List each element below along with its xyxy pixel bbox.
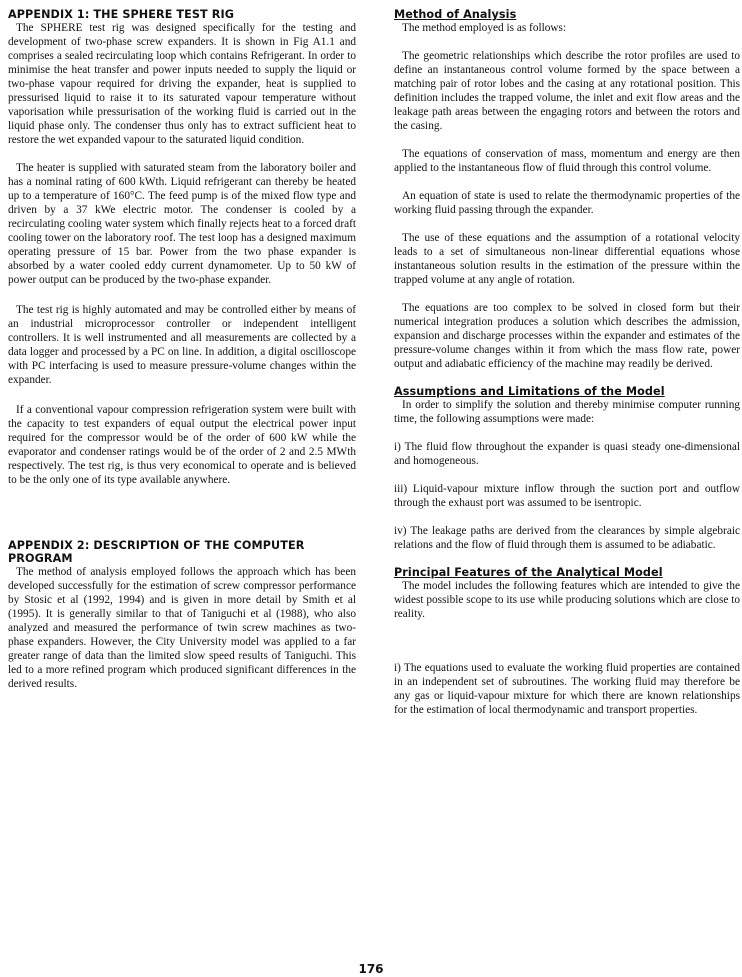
method-paragraph-1: The geometric relationships which describe the rotor profiles are used to define an instantaneous control volume formed by the space between a matching pair of rotor lobes and the casing at any rotational position. This definition includes the trapped volume, the inlet and exit flow areas and the leakage path areas between the engaging rotors and between the rotors and the casing.: [394, 50, 740, 132]
assumption-item-iii: iii) Liquid-vapour mixture inflow through the suction port and outflow through the exhaust port was assumed to be isentropic.: [394, 483, 740, 509]
right-column: [394, 8, 740, 717]
assumptions-heading: Assumptions and Limitations of the Model: [394, 385, 665, 398]
method-paragraph-4: The use of these equations and the assumption of a rotational velocity leads to a set of simultaneous non-linear differential equations whose instantaneous solution results in the estimation of the pressure within the trapped volume at any angle of rotation.: [394, 232, 740, 286]
appendix1-paragraph-2: The heater is supplied with saturated steam from the laboratory boiler and has a nominal rating of 600 kWth. Liquid refrigerant can thereby be heated up to a temperature of 160°C. The feed pump is of the mixed flow type and driven by a 37 kWe electric motor. The condenser is cooled by a recirculating cooling water system which finally rejects heat to a forced draft cooling tower on the laboratory roof. The test loop has a designed maximum operating pressure of 15 bar. Power from the two phase expander is absorbed by a water cooled eddy current dynamometer. Up to 50 kW of power output can be produced by the two-phase expander.: [8, 162, 356, 286]
method-paragraph-2: The equations of conservation of mass, momentum and energy are then applied to the instantaneous flow of fluid through this control volume.: [394, 148, 740, 174]
features-intro: The model includes the following features which are intended to give the widest possible scope to its use while producing solutions which are close to reality.: [394, 580, 740, 620]
assumptions-intro: In order to simplify the solution and thereby minimise computer running time, the following assumptions were made:: [394, 399, 740, 425]
page-number: 176: [358, 962, 384, 976]
method-paragraph-3: An equation of state is used to relate the thermodynamic properties of the working fluid passing through the expander.: [394, 190, 740, 216]
appendix1-heading: APPENDIX 1: THE SPHERE TEST RIG: [8, 8, 235, 21]
appendix2-heading: APPENDIX 2: DESCRIPTION OF THE COMPUTER PROGRAM: [8, 539, 305, 565]
appendix1-paragraph-3: The test rig is highly automated and may be controlled either by means of an industrial microprocessor controller or independent intelligent controllers. It is well instrumented and all measurements are collected by a data logger and processed by a PC on line. In addition, a digital oscilloscope with PC interfacing is used to measure pressure-volume changes within the expander.: [8, 304, 356, 386]
appendix2-paragraph-1: The method of analysis employed follows the approach which has been developed successfully for the estimation of screw compressor performance by Stosic et al (1992, 1994) and is given in more detail by Smith et al (1995). It is generally similar to that of Taniguchi et al (1988), who also analyzed and measured the performance of twin screw machines as two-phase expanders. However, the City University model was applied to a far greater range of data than the limited slow speed results of Taniguchi. This led to a more refined program which produced significant differences in the derived results.: [8, 566, 356, 690]
left-column: [8, 8, 356, 691]
assumption-item-i: i) The fluid flow throughout the expander is quasi steady one-dimensional and homogeneous.: [394, 441, 740, 467]
feature-item-i: i) The equations used to evaluate the working fluid properties are contained in an independent set of subroutines. The working fluid may therefore be any gas or liquid-vapour mixture for which there are known relationships for the estimation of local thermodynamic and transport properties.: [394, 662, 740, 716]
features-heading: Principal Features of the Analytical Model: [394, 566, 663, 579]
method-paragraph-5: The equations are too complex to be solved in closed form but their numerical integration produces a solution which describes the admission, expansion and discharge processes within the expander and estimates of the pressure-volume changes within it from which the mass flow rate, power output and adiabatic efficiency of the machine may readily be derived.: [394, 302, 740, 370]
assumption-item-iv: iv) The leakage paths are derived from the clearances by simple algebraic relations and the flow of fluid through them is assumed to be adiabatic.: [394, 525, 740, 551]
method-heading: Method of Analysis: [394, 8, 517, 21]
appendix1-paragraph-4: If a conventional vapour compression refrigeration system were built with the capacity to test expanders of equal output the electrical power input required for the compressor would be of the order of 600 kW while the evaporator and condenser ratings would be of the order of 2 and 2.5 MWth respectively. The test rig, is thus very economical to operate and is believed to be the only one of its type available anywhere.: [8, 404, 356, 486]
method-intro: The method employed is as follows:: [402, 22, 567, 34]
appendix1-paragraph-1: The SPHERE test rig was designed specifically for the testing and development of two-phase screw expanders. It is shown in Fig A1.1 and comprises a sealed recirculating loop which contains Refrigerant. In order to minimise the heat transfer and power inputs needed to supply the liquid or two-phase vapour required for driving the expander, heat is supplied to pressurised liquid to raise it to its saturated vapour temperature without vaporisation while pressurisation of the working fluid is carried out in the liquid phase only. The condenser thus only has to extract sufficient heat to restore the wet expanded vapour to the saturated liquid condition.: [8, 22, 356, 146]
